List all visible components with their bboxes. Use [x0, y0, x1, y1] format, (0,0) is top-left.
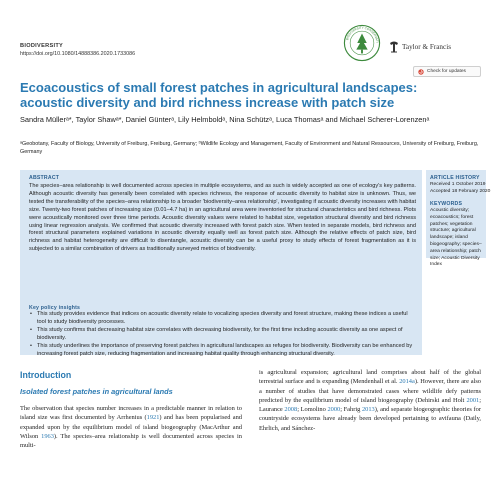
article-title: Ecoacoustics of small forest patches in agricultural landscapes: acoustic diversity and bird richness increase with patch size: [20, 80, 418, 110]
body-text: ) and has been popularised and expanded upon by the equilibrium model of island biogeography (MacArthur and Wilson: [20, 414, 243, 440]
article-history-dates: [430, 182, 490, 196]
author-list: Sandra Müllerᵃ*, Taylor Shawᵃ*, Daniel Günterᵃ, Lily Helmboldᵃ, Nina Schützᵃ, Luca Thomasᵃ and Michael Scherer-Lorenzenᵃ: [20, 115, 430, 124]
abstract-heading: ABSTRACT: [29, 175, 60, 181]
doi-link[interactable]: https://doi.org/10.1080/14888386.2020.1733086: [20, 51, 136, 57]
citation-link[interactable]: 2013: [361, 406, 375, 414]
affiliations: ᵃGeobotany, Faculty of Biology, University of Freiburg, Freiburg, Germany; ᵇWildlife Ecology and Management, Faculty of Environment and Natural Ressources, University of Freiburg, Freiburg, Germany: [20, 141, 479, 155]
body-text: ; Lomolino: [297, 406, 328, 414]
abstract-text: The species–area relationship is well documented across species in multiple ecosystems, and as such is widely accepted as one of ecology's key patterns. Although acoustic diversity has generally been correlated with species richness, the response of acoustic diversity to habitat size is unknown. Thus, we tested the transferability of the species–area relationship to a broader 'biodiversity–area relationship', investigating if acoustic diversity increases with habitat size. Twenty-two forest patches of increasing size (0.01–4.7 ha) in an agricultural area were inventoried for structural characteristics and bird richness. Plots were acoustically monitored over three time periods. Acoustic diversity values were related to habitat size, vegetation structural diversity and bird richness using linear regression analysis. We confirmed that acoustic diversity increased with forest patch size. When tested in separate models, bird richness and forest structural parameters explained variations in acoustic diversity equally well as forest patch size. Although the relative effects of patch size, bird richness and habitat heterogeneity are difficult to disentangle, acoustic diversity can be a useful proxy to study effects of forest fragmentation as it is subjected to a similar combination of drivers as traditionally surveyed metrics of biodiversity.: [29, 183, 416, 253]
society-seal-icon: [343, 24, 381, 62]
accepted-date: Accepted 18 February 2020: [430, 188, 491, 194]
key-policy-heading: Key policy insights: [29, 305, 81, 311]
introduction-heading: Introduction: [20, 370, 72, 380]
key-policy-item: • This study confirms that decreasing habitat size correlates with decreasing biodiversity, for the first time including acoustic diversity as one aspect of biodiversity.: [29, 327, 416, 343]
check-for-updates-label: Check for updates: [427, 69, 466, 74]
article-history-heading: ARTICLE HISTORY: [430, 175, 480, 181]
body-text: ). The species–area relationship is well documented across species in multi-: [20, 432, 242, 450]
body-text: ; Fahrig: [340, 406, 362, 414]
publisher-logo-icon: [389, 41, 399, 53]
introduction-subheading: Isolated forest patches in agricultural lands: [20, 387, 173, 396]
citation-link[interactable]: 2001: [466, 396, 480, 404]
body-text: ), and separate biogeographic theories for countryside ecosystems have already been developed pertaining to avifauna (Daily, Ehrlich, and Sánchez-: [259, 406, 481, 432]
key-policy-item: • This study underlines the importance of preserving forest patches in agricultural landscapes as refuges for biodiversity. Biodiversity can be enhanced by increasing forest patch size, reducing fragmentation and increasing habitat quality through enhancing structural diversity.: [29, 343, 416, 359]
key-policy-item: • This study provides evidence that indices on acoustic diversity relate to vocalizing species diversity and forest structure, making these indices a useful tool to study biodiversity processes.: [29, 311, 416, 327]
citation-link[interactable]: 1921: [146, 414, 160, 422]
citation-link[interactable]: 2000: [327, 406, 341, 414]
body-text: is agricultural expansion; agricultural land comprises about half of the global terrestrial surface and is expanding (Mendenhall et al.: [259, 369, 481, 386]
journal-name: BIODIVERSITY: [20, 43, 64, 49]
keywords-text: Acoustic diversity; ecoacoustics; forest patches; vegetation structure; agricultural landscape; island biogeography; species–area relationship; patch size; Acoustic Diversity Index: [430, 208, 482, 268]
key-policy-list: [29, 311, 416, 358]
citation-link[interactable]: 1963: [41, 432, 54, 440]
body-text: The observation that species number increases in a predictable manner in relation to island size was first documented by Arrhenius (: [20, 405, 242, 422]
citation-link[interactable]: 2008: [284, 406, 298, 414]
svg-text:BIODIVERSITY CONSERVATION: BIODIVERSITY CONSERVATI: [345, 25, 380, 43]
body-text: ). However, there are also a number of studies that have demonstrated cases where wildlife defy patterns predicted by the equilibrium model of island biogeography (Dehirski and Holt: [259, 378, 482, 404]
body-column-left: [20, 404, 242, 450]
received-date: Received 1 October 2019: [430, 182, 486, 187]
body-text: ; Laurance: [259, 396, 481, 414]
refresh-icon: [418, 69, 424, 75]
citation-link[interactable]: 2014a: [399, 378, 415, 386]
body-column-right: [259, 368, 481, 433]
keywords-heading: KEYWORDS: [430, 201, 463, 207]
check-for-updates-button[interactable]: [413, 66, 481, 77]
publisher-name: Taylor & Francis: [402, 43, 451, 51]
